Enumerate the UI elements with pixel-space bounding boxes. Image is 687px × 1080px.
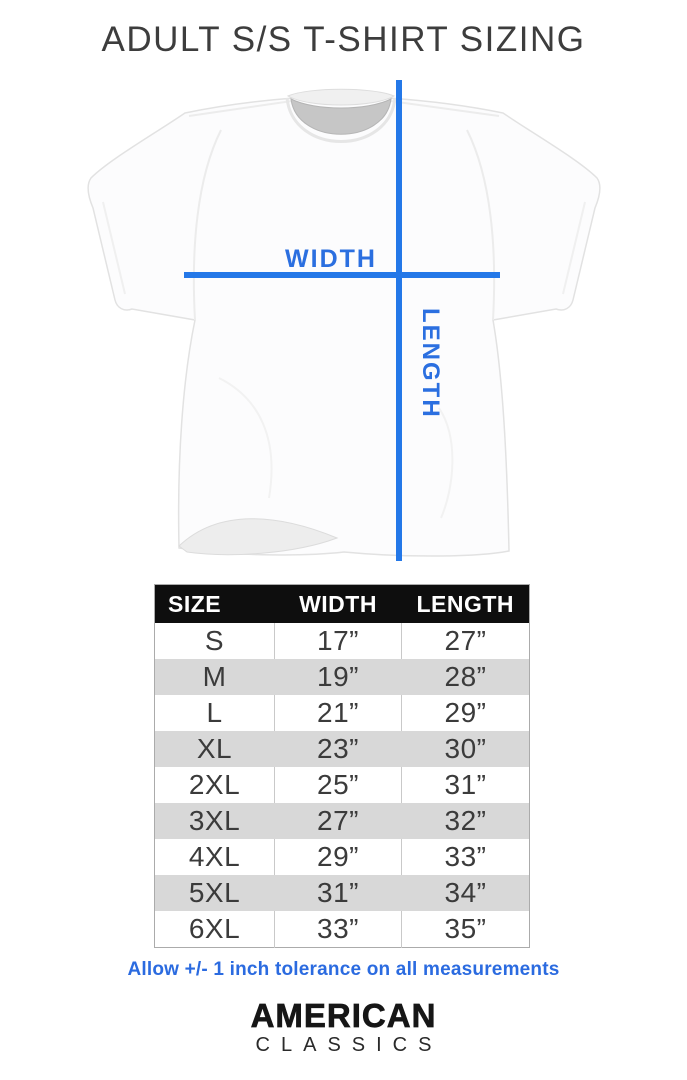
table-row — [155, 623, 530, 659]
brand-subname: CLASSICS — [255, 1034, 443, 1056]
cell-width: 17” — [275, 623, 402, 659]
tshirt-shape — [88, 94, 600, 557]
tshirt-figure — [79, 78, 609, 575]
size-table — [154, 584, 530, 948]
cell-size: XL — [155, 731, 275, 767]
cell-size: L — [155, 695, 275, 731]
cell-length: 29” — [402, 695, 530, 731]
cell-width: 23” — [275, 731, 402, 767]
cell-width: 25” — [275, 767, 402, 803]
tshirt-graphic — [79, 78, 609, 575]
width-label: WIDTH — [284, 245, 377, 273]
cell-width: 29” — [275, 839, 402, 875]
cell-length: 28” — [402, 659, 530, 695]
column-header-length: LENGTH — [402, 585, 530, 624]
table-row — [155, 731, 530, 767]
cell-length: 31” — [402, 767, 530, 803]
table-row — [155, 695, 530, 731]
cell-length: 33” — [402, 839, 530, 875]
size-table-body — [155, 623, 530, 948]
cell-length: 32” — [402, 803, 530, 839]
brand-name: AMERICAN — [250, 997, 437, 1034]
brand-logo — [0, 999, 687, 1055]
table-row — [155, 839, 530, 875]
header-row — [155, 585, 530, 624]
column-header-size: SIZE — [155, 585, 275, 624]
table-row — [155, 911, 530, 948]
cell-length: 27” — [402, 623, 530, 659]
cell-size: M — [155, 659, 275, 695]
cell-size: 2XL — [155, 767, 275, 803]
table-row — [155, 803, 530, 839]
tolerance-note: Allow +/- 1 inch tolerance on all measurements — [127, 959, 560, 980]
table-row — [155, 659, 530, 695]
table-row — [155, 875, 530, 911]
column-header-width: WIDTH — [275, 585, 402, 624]
cell-length: 30” — [402, 731, 530, 767]
cell-size: S — [155, 623, 275, 659]
table-row — [155, 767, 530, 803]
cell-length: 34” — [402, 875, 530, 911]
cell-length: 35” — [402, 911, 530, 948]
length-label: LENGTH — [416, 308, 444, 419]
cell-width: 21” — [275, 695, 402, 731]
cell-size: 3XL — [155, 803, 275, 839]
cell-size: 4XL — [155, 839, 275, 875]
size-table-header — [155, 585, 530, 624]
length-line — [396, 80, 402, 561]
cell-size: 5XL — [155, 875, 275, 911]
cell-size: 6XL — [155, 911, 275, 948]
cell-width: 27” — [275, 803, 402, 839]
page-title: ADULT S/S T-SHIRT SIZING — [101, 20, 586, 59]
cell-width: 33” — [275, 911, 402, 948]
cell-width: 19” — [275, 659, 402, 695]
cell-width: 31” — [275, 875, 402, 911]
